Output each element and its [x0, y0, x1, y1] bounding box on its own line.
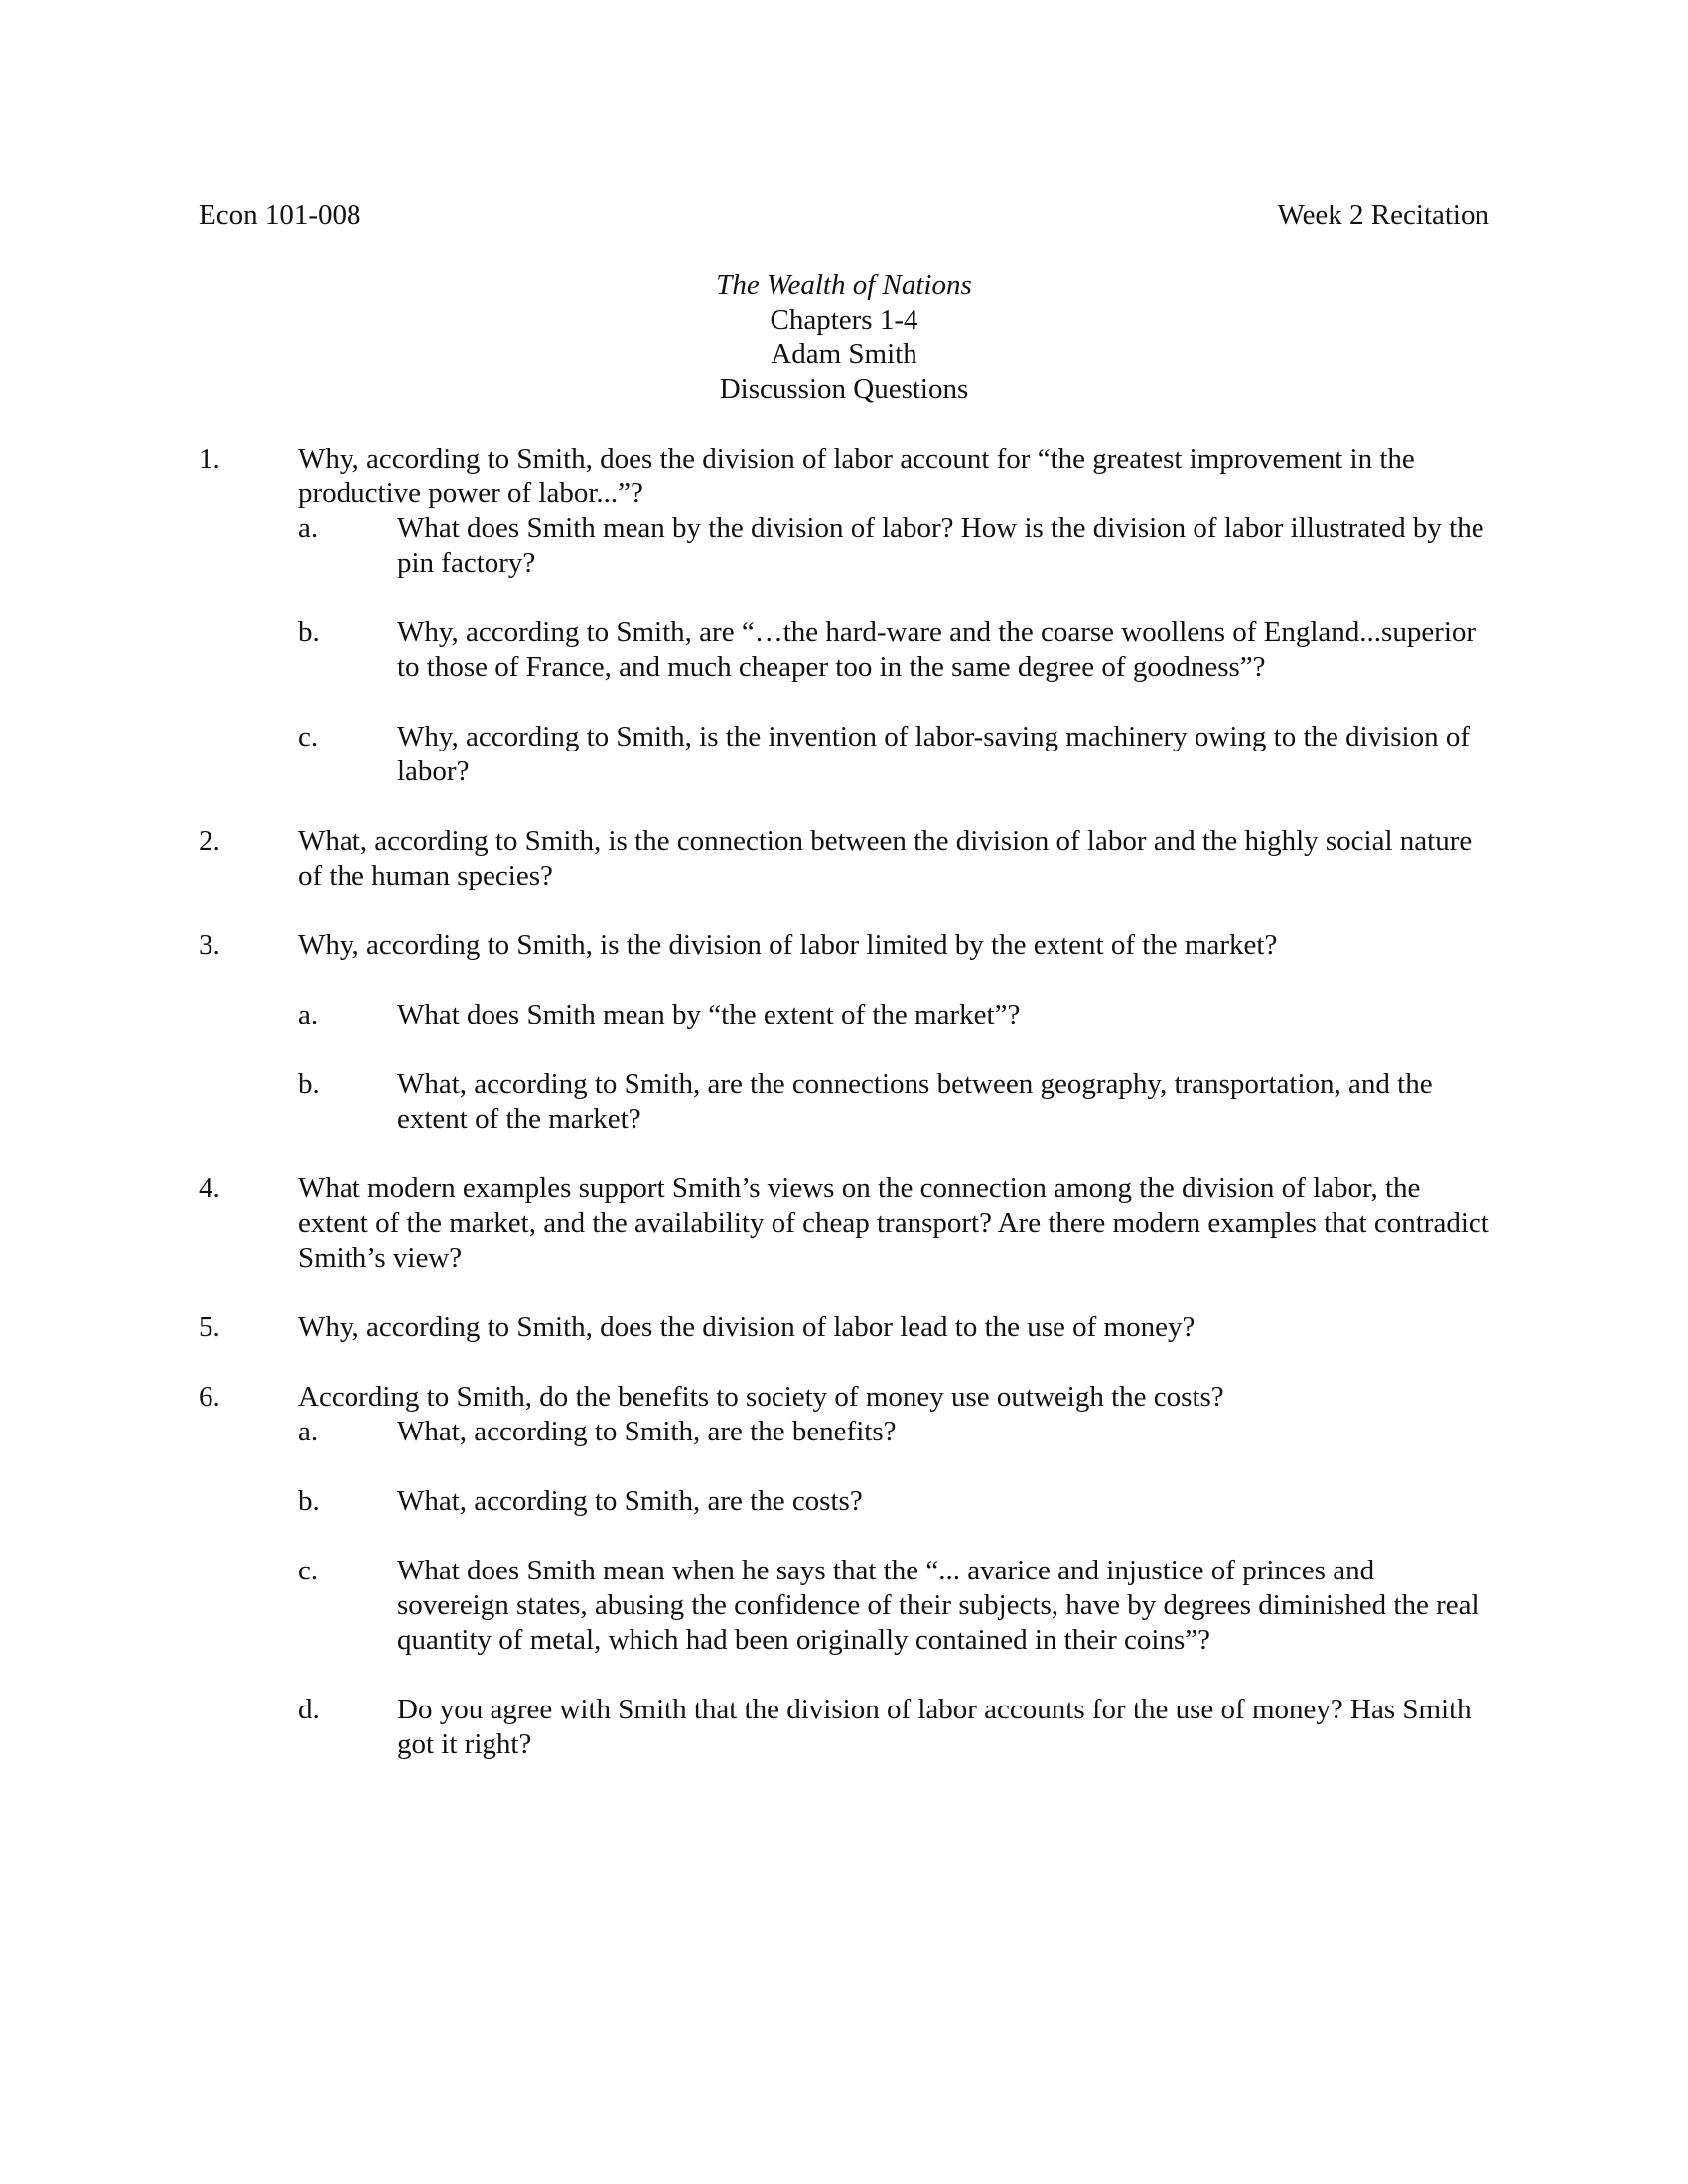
question-number: 5. — [199, 1311, 220, 1343]
subquestion-text: Why, according to Smith, are “…the hard-ware and the coarse woollens of England...superior to those of France, and much cheaper too in the same degree of goodness”? — [397, 616, 1477, 683]
question-text: Why, according to Smith, is the division of labor limited by the extent of the market? — [298, 929, 1278, 961]
subquestion-1a — [298, 511, 1489, 581]
question-5 — [199, 1310, 1489, 1345]
subquestion-letter: c. — [298, 1555, 319, 1586]
question-text: What modern examples support Smith’s views on the connection among the division of labor, the extent of the market, and the availability of cheap transport? Are there modern examples that contradict Smith’s view? — [298, 1172, 1489, 1274]
subquestion-text: What, according to Smith, are the connections between geography, transportation, and the extent of the market? — [397, 1068, 1433, 1135]
subquestion-6a — [298, 1415, 1489, 1449]
question-text: Why, according to Smith, does the division of labor lead to the use of money? — [298, 1311, 1196, 1343]
subquestion-letter: a. — [298, 999, 319, 1030]
question-1 — [199, 442, 1489, 789]
subquestion-letter: b. — [298, 616, 320, 648]
question-number: 1. — [199, 443, 220, 475]
subquestion-letter: d. — [298, 1694, 320, 1725]
subquestion-3b — [298, 1067, 1489, 1137]
question-number: 6. — [199, 1381, 220, 1413]
question-number: 3. — [199, 929, 220, 961]
subquestion-1c — [298, 720, 1489, 789]
subquestion-text: What, according to Smith, are the costs? — [397, 1485, 863, 1517]
page-header — [199, 199, 1489, 233]
subquestion-text: What does Smith mean by the division of labor? How is the division of labor illustrated by the pin factory? — [397, 512, 1484, 579]
subquestion-letter: b. — [298, 1068, 320, 1100]
subquestion-3a — [298, 998, 1489, 1032]
question-text: What, according to Smith, is the connection between the division of labor and the highly social nature of the human species? — [298, 825, 1473, 891]
subquestion-6b — [298, 1484, 1489, 1519]
question-text: Why, according to Smith, does the division of labor account for “the greatest improvement in the productive power of labor...”? — [298, 443, 1415, 509]
subquestion-text: Why, according to Smith, is the invention of labor-saving machinery owing to the division of labor? — [397, 721, 1471, 787]
question-3 — [199, 928, 1489, 1137]
subquestion-letter: c. — [298, 721, 319, 752]
subquestion-6d — [298, 1693, 1489, 1762]
question-number: 4. — [199, 1172, 220, 1204]
week-label: Week 2 Recitation — [1277, 200, 1489, 231]
question-number: 2. — [199, 825, 220, 857]
subquestion-text: What does Smith mean when he says that the “... avarice and injustice of princes and sovereign states, abusing the confidence of their subjects, have by degrees diminished the real quantity of metal, which had been originally contained in their coins”? — [397, 1555, 1479, 1656]
question-4 — [199, 1171, 1489, 1276]
subquestion-text: What, according to Smith, are the benefits? — [397, 1416, 897, 1447]
question-list — [199, 442, 1489, 1762]
subquestion-letter: b. — [298, 1485, 320, 1517]
question-2 — [199, 824, 1489, 893]
author-label: Adam Smith — [771, 339, 917, 370]
subquestion-letter: a. — [298, 512, 319, 544]
book-title: The Wealth of Nations — [716, 269, 972, 301]
subquestion-text: What does Smith mean by “the extent of the market”? — [397, 999, 1021, 1030]
course-label: Econ 101-008 — [199, 200, 361, 231]
subquestion-letter: a. — [298, 1416, 319, 1447]
subquestion-6c — [298, 1554, 1489, 1658]
question-text: According to Smith, do the benefits to society of money use outweigh the costs? — [298, 1381, 1224, 1413]
question-6 — [199, 1380, 1489, 1762]
subquestion-text: Do you agree with Smith that the division of labor accounts for the use of money? Has Smith got it right? — [397, 1694, 1472, 1760]
document-subtitle: Discussion Questions — [719, 373, 969, 405]
title-block — [199, 268, 1489, 407]
subquestion-1b — [298, 615, 1489, 685]
chapters-label: Chapters 1-4 — [770, 304, 918, 336]
